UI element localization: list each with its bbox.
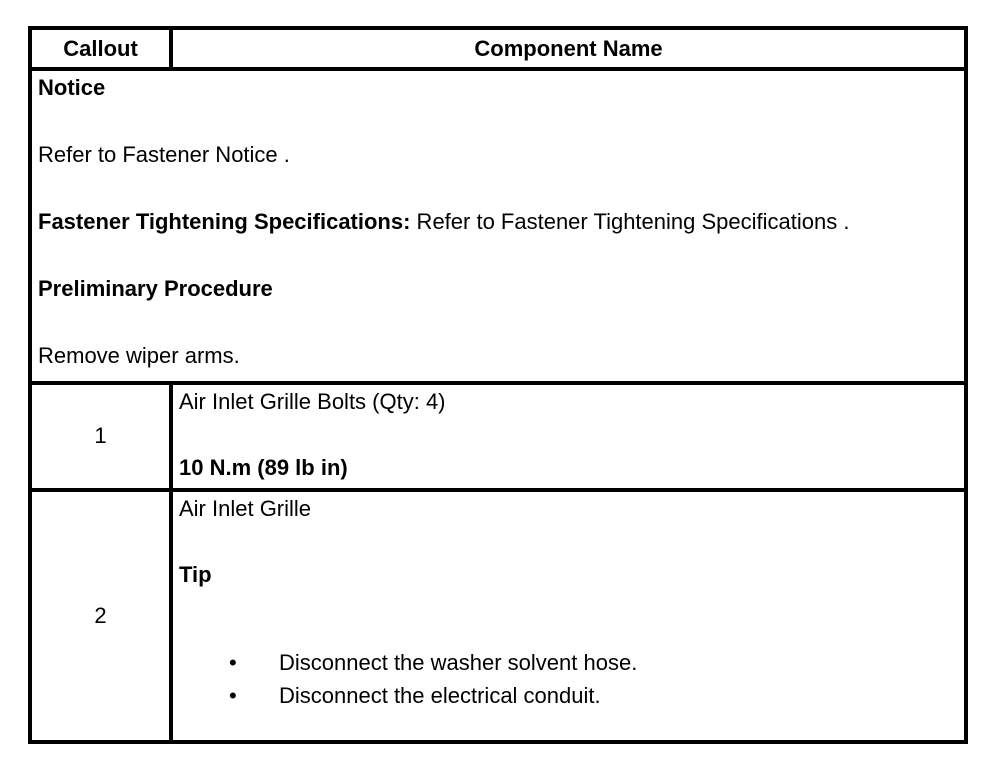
component-name: Air Inlet Grille bbox=[179, 495, 312, 521]
callout-number: 2 bbox=[30, 490, 171, 742]
header-component-name: Component Name bbox=[171, 28, 966, 69]
fastener-notice-text: Refer to Fastener Notice . bbox=[38, 142, 290, 168]
table-row bbox=[30, 383, 966, 490]
list-item bbox=[179, 646, 964, 679]
callout-number: 1 bbox=[30, 383, 171, 490]
tip-text: Disconnect the electrical conduit. bbox=[279, 682, 601, 708]
component-cell bbox=[171, 490, 966, 742]
component-name: Air Inlet Grille Bolts (Qty: 4) bbox=[179, 388, 446, 414]
preliminary-text: Remove wiper arms. bbox=[38, 343, 240, 369]
tightening-spec-text: Refer to Fastener Tightening Specifications . bbox=[410, 209, 850, 235]
tip-heading: Tip bbox=[179, 561, 212, 587]
table-row bbox=[30, 490, 966, 742]
tightening-spec-line bbox=[38, 205, 964, 239]
list-item bbox=[179, 679, 964, 712]
notice-heading: Notice bbox=[38, 75, 106, 101]
tip-text: Disconnect the washer solvent hose. bbox=[279, 649, 638, 675]
torque-spec: 10 N.m (89 lb in) bbox=[179, 454, 348, 480]
tip-list bbox=[179, 646, 964, 712]
notice-cell bbox=[30, 69, 966, 383]
bullet-icon: • bbox=[229, 682, 237, 708]
component-cell bbox=[171, 383, 966, 490]
component-table bbox=[28, 26, 968, 744]
header-callout: Callout bbox=[30, 28, 171, 69]
notice-row bbox=[30, 69, 966, 383]
table-header-row bbox=[30, 28, 966, 69]
preliminary-heading: Preliminary Procedure bbox=[38, 276, 273, 302]
tightening-spec-label: Fastener Tightening Specifications: bbox=[38, 209, 411, 235]
bullet-icon: • bbox=[229, 649, 237, 675]
